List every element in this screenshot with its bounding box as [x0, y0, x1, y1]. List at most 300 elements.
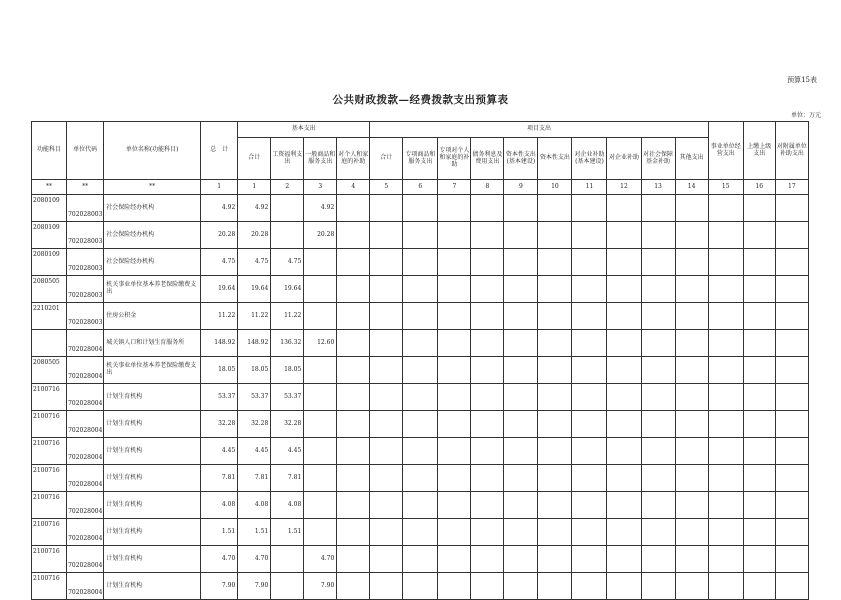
table-row [32, 276, 809, 303]
empty-cell [370, 222, 403, 249]
func-code-cell: 2080109 [32, 249, 67, 276]
empty-cell [504, 465, 538, 492]
empty-cell [743, 411, 775, 438]
index-cell: ** [104, 180, 201, 195]
index-cell: 15 [708, 180, 743, 195]
basic-wage-cell [271, 573, 304, 600]
empty-cell [641, 573, 675, 600]
empty-cell [438, 195, 471, 222]
basic-wage-cell [271, 222, 304, 249]
empty-cell [607, 411, 641, 438]
table-row [32, 330, 809, 357]
total-cell: 7.90 [201, 573, 238, 600]
empty-cell [538, 411, 572, 438]
func-code-cell: 2100716 [32, 384, 67, 411]
empty-cell [403, 438, 438, 465]
basic-personal-cell [337, 519, 370, 546]
empty-cell [403, 519, 438, 546]
empty-cell [675, 573, 708, 600]
empty-cell [370, 330, 403, 357]
empty-cell [538, 519, 572, 546]
table-row [32, 249, 809, 276]
empty-cell [708, 276, 743, 303]
empty-cell [607, 546, 641, 573]
empty-cell [403, 492, 438, 519]
empty-cell [675, 330, 708, 357]
total-cell: 18.05 [201, 357, 238, 384]
empty-cell [743, 573, 775, 600]
basic-total-cell: 4.08 [238, 492, 271, 519]
empty-cell [607, 303, 641, 330]
basic-personal-cell [337, 411, 370, 438]
unit-name-cell: 计划生育机构 [104, 573, 201, 600]
basic-goods-cell [304, 384, 337, 411]
basic-goods-cell [304, 465, 337, 492]
empty-cell [775, 222, 808, 249]
empty-cell [743, 519, 775, 546]
index-cell: 1 [238, 180, 271, 195]
empty-cell [438, 411, 471, 438]
basic-total-cell: 4.70 [238, 546, 271, 573]
unit-name-cell: 社会保险经办机构 [104, 249, 201, 276]
basic-personal-cell [337, 195, 370, 222]
empty-cell [641, 519, 675, 546]
empty-cell [708, 303, 743, 330]
empty-cell [708, 519, 743, 546]
unit-code-cell: 702028003 [67, 303, 104, 330]
unit-name-cell: 住房公积金 [104, 303, 201, 330]
unit-code-cell: 702028003 [67, 222, 104, 249]
empty-cell [370, 546, 403, 573]
empty-cell [743, 330, 775, 357]
header-project-col: 对企业补助 [607, 138, 641, 180]
empty-cell [538, 195, 572, 222]
empty-cell [504, 519, 538, 546]
empty-cell [572, 330, 607, 357]
basic-total-cell: 4.92 [238, 195, 271, 222]
empty-cell [370, 438, 403, 465]
total-cell: 4.70 [201, 546, 238, 573]
header-basic-col: 对个人和家庭的补助 [337, 138, 370, 180]
empty-cell [504, 195, 538, 222]
func-code-cell: 2100716 [32, 492, 67, 519]
empty-cell [775, 411, 808, 438]
header-project-col: 专项对个人和家庭的补助 [438, 138, 471, 180]
header-biz: 事业单位经营支出 [708, 122, 743, 180]
empty-cell [471, 195, 504, 222]
empty-cell [538, 492, 572, 519]
empty-cell [743, 546, 775, 573]
empty-cell [572, 276, 607, 303]
unit-code-cell: 702028004 [67, 492, 104, 519]
empty-cell [403, 384, 438, 411]
index-cell: 9 [504, 180, 538, 195]
empty-cell [743, 384, 775, 411]
empty-cell [607, 438, 641, 465]
unit-code-cell: 702028003 [67, 195, 104, 222]
basic-wage-cell: 53.37 [271, 384, 304, 411]
unit-name-cell: 计划生育机构 [104, 465, 201, 492]
empty-cell [504, 438, 538, 465]
index-cell: ** [67, 180, 104, 195]
index-cell: 2 [271, 180, 304, 195]
empty-cell [438, 519, 471, 546]
basic-personal-cell [337, 546, 370, 573]
func-code-cell [32, 330, 67, 357]
empty-cell [572, 222, 607, 249]
empty-cell [743, 249, 775, 276]
empty-cell [438, 303, 471, 330]
basic-goods-cell [304, 438, 337, 465]
index-row [32, 180, 809, 195]
empty-cell [641, 384, 675, 411]
empty-cell [471, 573, 504, 600]
empty-cell [572, 465, 607, 492]
empty-cell [708, 546, 743, 573]
header-project: 项目支出 [370, 122, 708, 138]
basic-total-cell: 1.51 [238, 519, 271, 546]
basic-wage-cell: 19.64 [271, 276, 304, 303]
basic-wage-cell: 4.45 [271, 438, 304, 465]
empty-cell [403, 195, 438, 222]
header-project-col: 其他支出 [675, 138, 708, 180]
page-title: 公共财政拨款—经费拨款支出预算表 [332, 94, 509, 106]
basic-wage-cell: 4.75 [271, 249, 304, 276]
empty-cell [504, 411, 538, 438]
empty-cell [370, 303, 403, 330]
unit-name-cell: 城关镇人口和计划生育服务所 [104, 330, 201, 357]
total-cell: 4.08 [201, 492, 238, 519]
index-cell: 7 [438, 180, 471, 195]
empty-cell [641, 222, 675, 249]
header-basic-col: 工资福利支出 [271, 138, 304, 180]
empty-cell [775, 303, 808, 330]
basic-goods-cell: 12.60 [304, 330, 337, 357]
basic-personal-cell [337, 384, 370, 411]
empty-cell [743, 276, 775, 303]
empty-cell [572, 357, 607, 384]
empty-cell [675, 249, 708, 276]
unit-name-cell: 计划生育机构 [104, 411, 201, 438]
header-project-col: 对社会保障基金补助 [641, 138, 675, 180]
unit-code-cell: 702028003 [67, 249, 104, 276]
empty-cell [572, 492, 607, 519]
empty-cell [538, 546, 572, 573]
empty-cell [438, 465, 471, 492]
basic-total-cell: 7.81 [238, 465, 271, 492]
empty-cell [572, 519, 607, 546]
func-code-cell: 2100716 [32, 438, 67, 465]
empty-cell [370, 276, 403, 303]
basic-total-cell: 53.37 [238, 384, 271, 411]
empty-cell [743, 195, 775, 222]
empty-cell [708, 357, 743, 384]
empty-cell [708, 438, 743, 465]
header-basic: 基本支出 [238, 122, 370, 138]
empty-cell [403, 222, 438, 249]
empty-cell [471, 519, 504, 546]
table-row [32, 519, 809, 546]
empty-cell [504, 384, 538, 411]
basic-wage-cell: 7.81 [271, 465, 304, 492]
table-row [32, 384, 809, 411]
empty-cell [607, 492, 641, 519]
basic-total-cell: 11.22 [238, 303, 271, 330]
basic-personal-cell [337, 573, 370, 600]
basic-goods-cell [304, 276, 337, 303]
basic-personal-cell [337, 303, 370, 330]
empty-cell [403, 546, 438, 573]
empty-cell [775, 492, 808, 519]
empty-cell [641, 330, 675, 357]
basic-personal-cell [337, 465, 370, 492]
empty-cell [743, 438, 775, 465]
empty-cell [538, 573, 572, 600]
empty-cell [775, 384, 808, 411]
empty-cell [370, 249, 403, 276]
empty-cell [438, 384, 471, 411]
empty-cell [775, 249, 808, 276]
empty-cell [538, 276, 572, 303]
empty-cell [471, 438, 504, 465]
empty-cell [403, 330, 438, 357]
table-row [32, 573, 809, 600]
empty-cell [775, 195, 808, 222]
empty-cell [775, 465, 808, 492]
header-func-code: 功能科目 [32, 122, 67, 180]
empty-cell [775, 546, 808, 573]
unit-code-cell: 702028004 [67, 411, 104, 438]
empty-cell [438, 249, 471, 276]
empty-cell [471, 249, 504, 276]
empty-cell [438, 357, 471, 384]
basic-wage-cell: 18.05 [271, 357, 304, 384]
empty-cell [504, 249, 538, 276]
empty-cell [538, 384, 572, 411]
basic-wage-cell: 136.32 [271, 330, 304, 357]
empty-cell [641, 303, 675, 330]
empty-cell [538, 330, 572, 357]
empty-cell [370, 519, 403, 546]
empty-cell [775, 438, 808, 465]
table-row [32, 222, 809, 249]
empty-cell [607, 357, 641, 384]
empty-cell [438, 276, 471, 303]
empty-cell [538, 438, 572, 465]
empty-cell [708, 195, 743, 222]
unit-name-cell: 计划生育机构 [104, 438, 201, 465]
empty-cell [708, 249, 743, 276]
empty-cell [504, 303, 538, 330]
empty-cell [438, 573, 471, 600]
empty-cell [708, 492, 743, 519]
empty-cell [641, 195, 675, 222]
empty-cell [675, 303, 708, 330]
basic-personal-cell [337, 357, 370, 384]
index-cell: 17 [775, 180, 808, 195]
basic-wage-cell [271, 195, 304, 222]
basic-goods-cell: 4.92 [304, 195, 337, 222]
basic-total-cell: 20.28 [238, 222, 271, 249]
table-row [32, 465, 809, 492]
basic-goods-cell [304, 492, 337, 519]
header-project-col: 资本性支出 [538, 138, 572, 180]
total-cell: 20.28 [201, 222, 238, 249]
empty-cell [538, 303, 572, 330]
total-cell: 32.28 [201, 411, 238, 438]
empty-cell [471, 357, 504, 384]
basic-goods-cell [304, 357, 337, 384]
unit-code-cell: 702028004 [67, 357, 104, 384]
empty-cell [438, 492, 471, 519]
table-row [32, 546, 809, 573]
empty-cell [403, 573, 438, 600]
empty-cell [504, 492, 538, 519]
func-code-cell: 2100716 [32, 411, 67, 438]
total-cell: 53.37 [201, 384, 238, 411]
basic-personal-cell [337, 276, 370, 303]
empty-cell [708, 573, 743, 600]
basic-goods-cell [304, 411, 337, 438]
func-code-cell: 2080109 [32, 222, 67, 249]
empty-cell [607, 222, 641, 249]
empty-cell [370, 465, 403, 492]
empty-cell [775, 276, 808, 303]
empty-cell [438, 330, 471, 357]
header-project-col: 对企业补助(基本建设) [572, 138, 607, 180]
header-project-col: 合计 [370, 138, 403, 180]
basic-goods-cell [304, 519, 337, 546]
total-cell: 148.92 [201, 330, 238, 357]
empty-cell [370, 357, 403, 384]
empty-cell [504, 330, 538, 357]
func-code-cell: 2100716 [32, 519, 67, 546]
budget-table [31, 121, 809, 600]
header-basic-col: 合计 [238, 138, 271, 180]
unit-code-cell: 702028003 [67, 276, 104, 303]
basic-wage-cell: 32.28 [271, 411, 304, 438]
empty-cell [675, 492, 708, 519]
index-cell: 1 [201, 180, 238, 195]
empty-cell [743, 492, 775, 519]
empty-cell [538, 249, 572, 276]
empty-cell [403, 276, 438, 303]
basic-total-cell: 4.45 [238, 438, 271, 465]
empty-cell [471, 330, 504, 357]
empty-cell [641, 249, 675, 276]
empty-cell [370, 195, 403, 222]
index-cell: 10 [538, 180, 572, 195]
empty-cell [572, 573, 607, 600]
empty-cell [370, 384, 403, 411]
empty-cell [370, 573, 403, 600]
empty-cell [572, 438, 607, 465]
empty-cell [403, 411, 438, 438]
index-cell: 11 [572, 180, 607, 195]
empty-cell [504, 222, 538, 249]
header-upper: 上缴上级支出 [743, 122, 775, 180]
empty-cell [708, 330, 743, 357]
empty-cell [708, 465, 743, 492]
func-code-cell: 2100716 [32, 465, 67, 492]
table-row [32, 195, 809, 222]
empty-cell [607, 384, 641, 411]
index-cell: 13 [641, 180, 675, 195]
empty-cell [438, 546, 471, 573]
empty-cell [675, 546, 708, 573]
empty-cell [775, 357, 808, 384]
header-project-col: 债务利息及费用支出 [471, 138, 504, 180]
unit-code-cell: 702028004 [67, 438, 104, 465]
empty-cell [504, 357, 538, 384]
unit-code-cell: 702028004 [67, 384, 104, 411]
empty-cell [572, 249, 607, 276]
basic-personal-cell [337, 330, 370, 357]
empty-cell [641, 276, 675, 303]
basic-personal-cell [337, 222, 370, 249]
empty-cell [370, 411, 403, 438]
empty-cell [641, 411, 675, 438]
empty-cell [607, 330, 641, 357]
index-cell: 8 [471, 180, 504, 195]
empty-cell [607, 195, 641, 222]
basic-personal-cell [337, 249, 370, 276]
unit-name-cell: 计划生育机构 [104, 546, 201, 573]
unit-code-cell: 702028004 [67, 573, 104, 600]
empty-cell [572, 546, 607, 573]
unit-name-cell: 计划生育机构 [104, 519, 201, 546]
empty-cell [471, 222, 504, 249]
func-code-cell: 2100716 [32, 573, 67, 600]
header-unit-name: 单位名称(功能科目) [104, 122, 201, 180]
empty-cell [641, 546, 675, 573]
table-row [32, 438, 809, 465]
basic-total-cell: 4.75 [238, 249, 271, 276]
basic-wage-cell: 4.08 [271, 492, 304, 519]
table-row [32, 411, 809, 438]
empty-cell [471, 465, 504, 492]
total-cell: 4.92 [201, 195, 238, 222]
empty-cell [708, 384, 743, 411]
empty-cell [675, 519, 708, 546]
empty-cell [471, 303, 504, 330]
empty-cell [743, 222, 775, 249]
empty-cell [471, 492, 504, 519]
header-total: 总 计 [201, 122, 238, 180]
unit-name-cell: 机关事业单位基本养老保险缴费支出 [104, 357, 201, 384]
empty-cell [403, 249, 438, 276]
basic-total-cell: 32.28 [238, 411, 271, 438]
basic-total-cell: 18.05 [238, 357, 271, 384]
func-code-cell: 2080505 [32, 357, 67, 384]
empty-cell [504, 546, 538, 573]
index-cell: 16 [743, 180, 775, 195]
unit-name-cell: 机关事业单位基本养老保险缴费支出 [104, 276, 201, 303]
index-cell: ** [32, 180, 67, 195]
unit-name-cell: 计划生育机构 [104, 492, 201, 519]
total-cell: 4.45 [201, 438, 238, 465]
empty-cell [572, 195, 607, 222]
unit-code-cell: 702028004 [67, 546, 104, 573]
table-row [32, 357, 809, 384]
empty-cell [370, 492, 403, 519]
empty-cell [504, 573, 538, 600]
empty-cell [403, 465, 438, 492]
unit-code-cell: 702028004 [67, 519, 104, 546]
index-cell: 14 [675, 180, 708, 195]
empty-cell [572, 303, 607, 330]
empty-cell [471, 276, 504, 303]
